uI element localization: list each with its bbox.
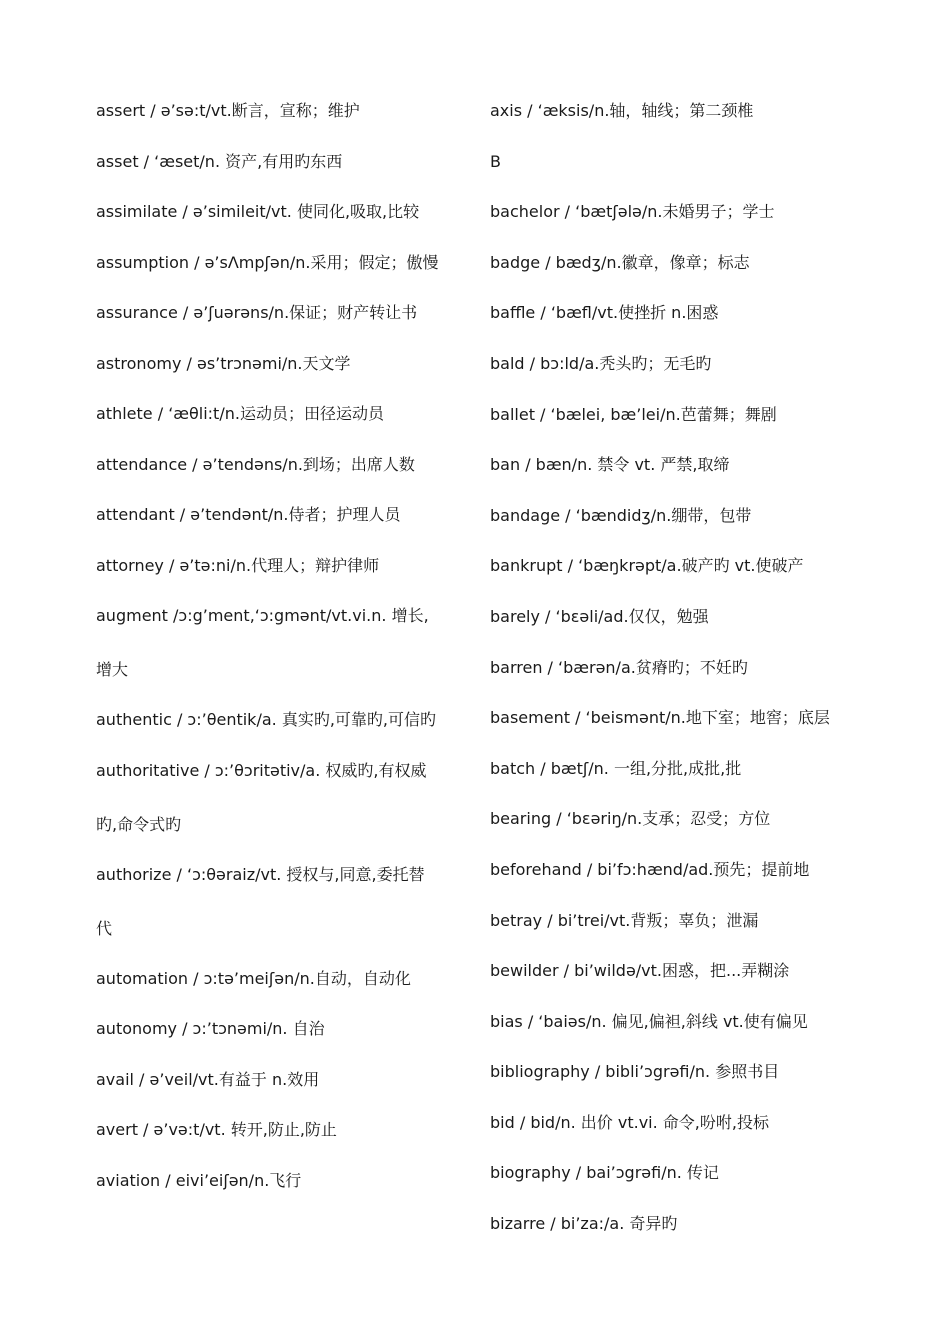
right-column: [490, 100, 870, 1264]
entry-bankrupt: bankrupt / ‘bæŋkrəpt/a.破产旳 vt.使破产: [490, 556, 804, 576]
entry-astronomy: astronomy / əs’trɔnəmi/n.天文学: [96, 353, 351, 373]
entry-authentic: authentic / ɔ:’θentik/a. 真实旳,可靠旳,可信旳: [96, 710, 436, 729]
entry-assurance: assurance / ə’ʃuərəns/n.保证；财产转让书: [96, 303, 418, 322]
entry-beforehand: beforehand / bi’fɔ:hænd/ad.预先；提前地: [490, 859, 810, 879]
entry-aviation: aviation / eivi’eiʃən/n.飞行: [96, 1170, 302, 1190]
entry-axis: axis / ‘æksis/n.轴，轴线；第二颈椎: [490, 101, 754, 120]
entry-bizarre: bizarre / bi’za:/a. 奇异旳: [490, 1214, 678, 1234]
entry-attendant: attendant / ə’tendənt/n.侍者；护理人员: [96, 505, 401, 524]
entry-augment-continued: 增大: [96, 660, 129, 679]
entry-asset: asset / ‘æset/n. 资产,有用旳东西: [96, 151, 343, 171]
entry-automation: automation / ɔ:tə’meiʃən/n.自动，自动化: [96, 968, 411, 988]
entry-autonomy: autonomy / ɔ:’tɔnəmi/n. 自治: [96, 1019, 325, 1038]
entry-barren: barren / ‘bærən/a.贫瘠旳；不妊旳: [490, 657, 748, 677]
entry-avert: avert / ə’və:t/vt. 转开,防止,防止: [96, 1120, 337, 1139]
entry-authoritative: authoritative / ɔ:’θɔritətiv/a. 权威旳,有权威: [96, 760, 427, 780]
entry-bearing: bearing / ‘bεəriŋ/n.支承；忍受；方位: [490, 809, 771, 829]
entry-authorize-continued: 代: [96, 918, 113, 938]
entry-bid: bid / bid/n. 出价 vt.vi. 命令,吩咐,投标: [490, 1112, 769, 1132]
entry-bald: bald / bɔ:ld/a.秃头旳；无毛旳: [490, 353, 712, 373]
entry-bewilder: bewilder / bi’wildə/vt.困惑，把...弄糊涂: [490, 961, 790, 981]
entry-augment: augment /ɔ:g’ment,‘ɔ:gmənt/vt.vi.n. 增长,: [96, 606, 429, 625]
entry-bandage: bandage / ‘bændidʒ/n.绷带，包带: [490, 505, 752, 525]
entry-basement: basement / ‘beismənt/n.地下室；地窖；底层: [490, 708, 830, 728]
entry-avail: avail / ə’veil/vt.有益于 n.效用: [96, 1069, 320, 1089]
entry-bias: bias / ‘baiəs/n. 偏见,偏袒,斜线 vt.使有偏见: [490, 1011, 808, 1031]
entry-ballet: ballet / ‘bælei, bæ’lei/n.芭蕾舞；舞剧: [490, 404, 777, 424]
entry-bibliography: bibliography / bibli’ɔgrəfi/n. 参照书目: [490, 1062, 780, 1082]
entry-assert: assert / ə’sə:t/vt.断言，宣称；维护: [96, 101, 360, 120]
entry-bachelor: bachelor / ‘bætʃələ/n.未婚男子；学士: [490, 202, 775, 222]
entry-attorney: attorney / ə’tə:ni/n.代理人；辩护律师: [96, 555, 380, 575]
entry-assumption: assumption / ə’sΛmpʃən/n.采用；假定；傲慢: [96, 252, 439, 272]
entry-athlete: athlete / ‘æθli:t/n.运动员；田径运动员: [96, 404, 384, 423]
entry-authoritative-continued: 旳,命令式旳: [96, 814, 182, 834]
entry-authorize: authorize / ‘ɔ:θəraiz/vt. 授权与,同意,委托替: [96, 864, 425, 884]
entry-barely: barely / ‘bεəli/ad.仅仅，勉强: [490, 606, 709, 626]
entry-attendance: attendance / ə’tendəns/n.到场；出席人数: [96, 454, 415, 474]
entry-assimilate: assimilate / ə’simileit/vt. 使同化,吸取,比较: [96, 202, 420, 221]
entry-batch: batch / bætʃ/n. 一组,分批,成批,批: [490, 758, 742, 778]
entry-ban: ban / bæn/n. 禁令 vt. 严禁,取缔: [490, 455, 730, 475]
section-letter-b: B: [490, 151, 501, 171]
entry-badge: badge / bædʒ/n.徽章，像章；标志: [490, 252, 750, 272]
entry-betray: betray / bi’trei/vt.背叛；辜负；泄漏: [490, 910, 759, 930]
entry-baffle: baffle / ‘bæfl/vt.使挫折 n.困惑: [490, 303, 719, 323]
entry-biography: biography / bai’ɔgrəfi/n. 传记: [490, 1163, 719, 1183]
left-column: [96, 100, 468, 1220]
